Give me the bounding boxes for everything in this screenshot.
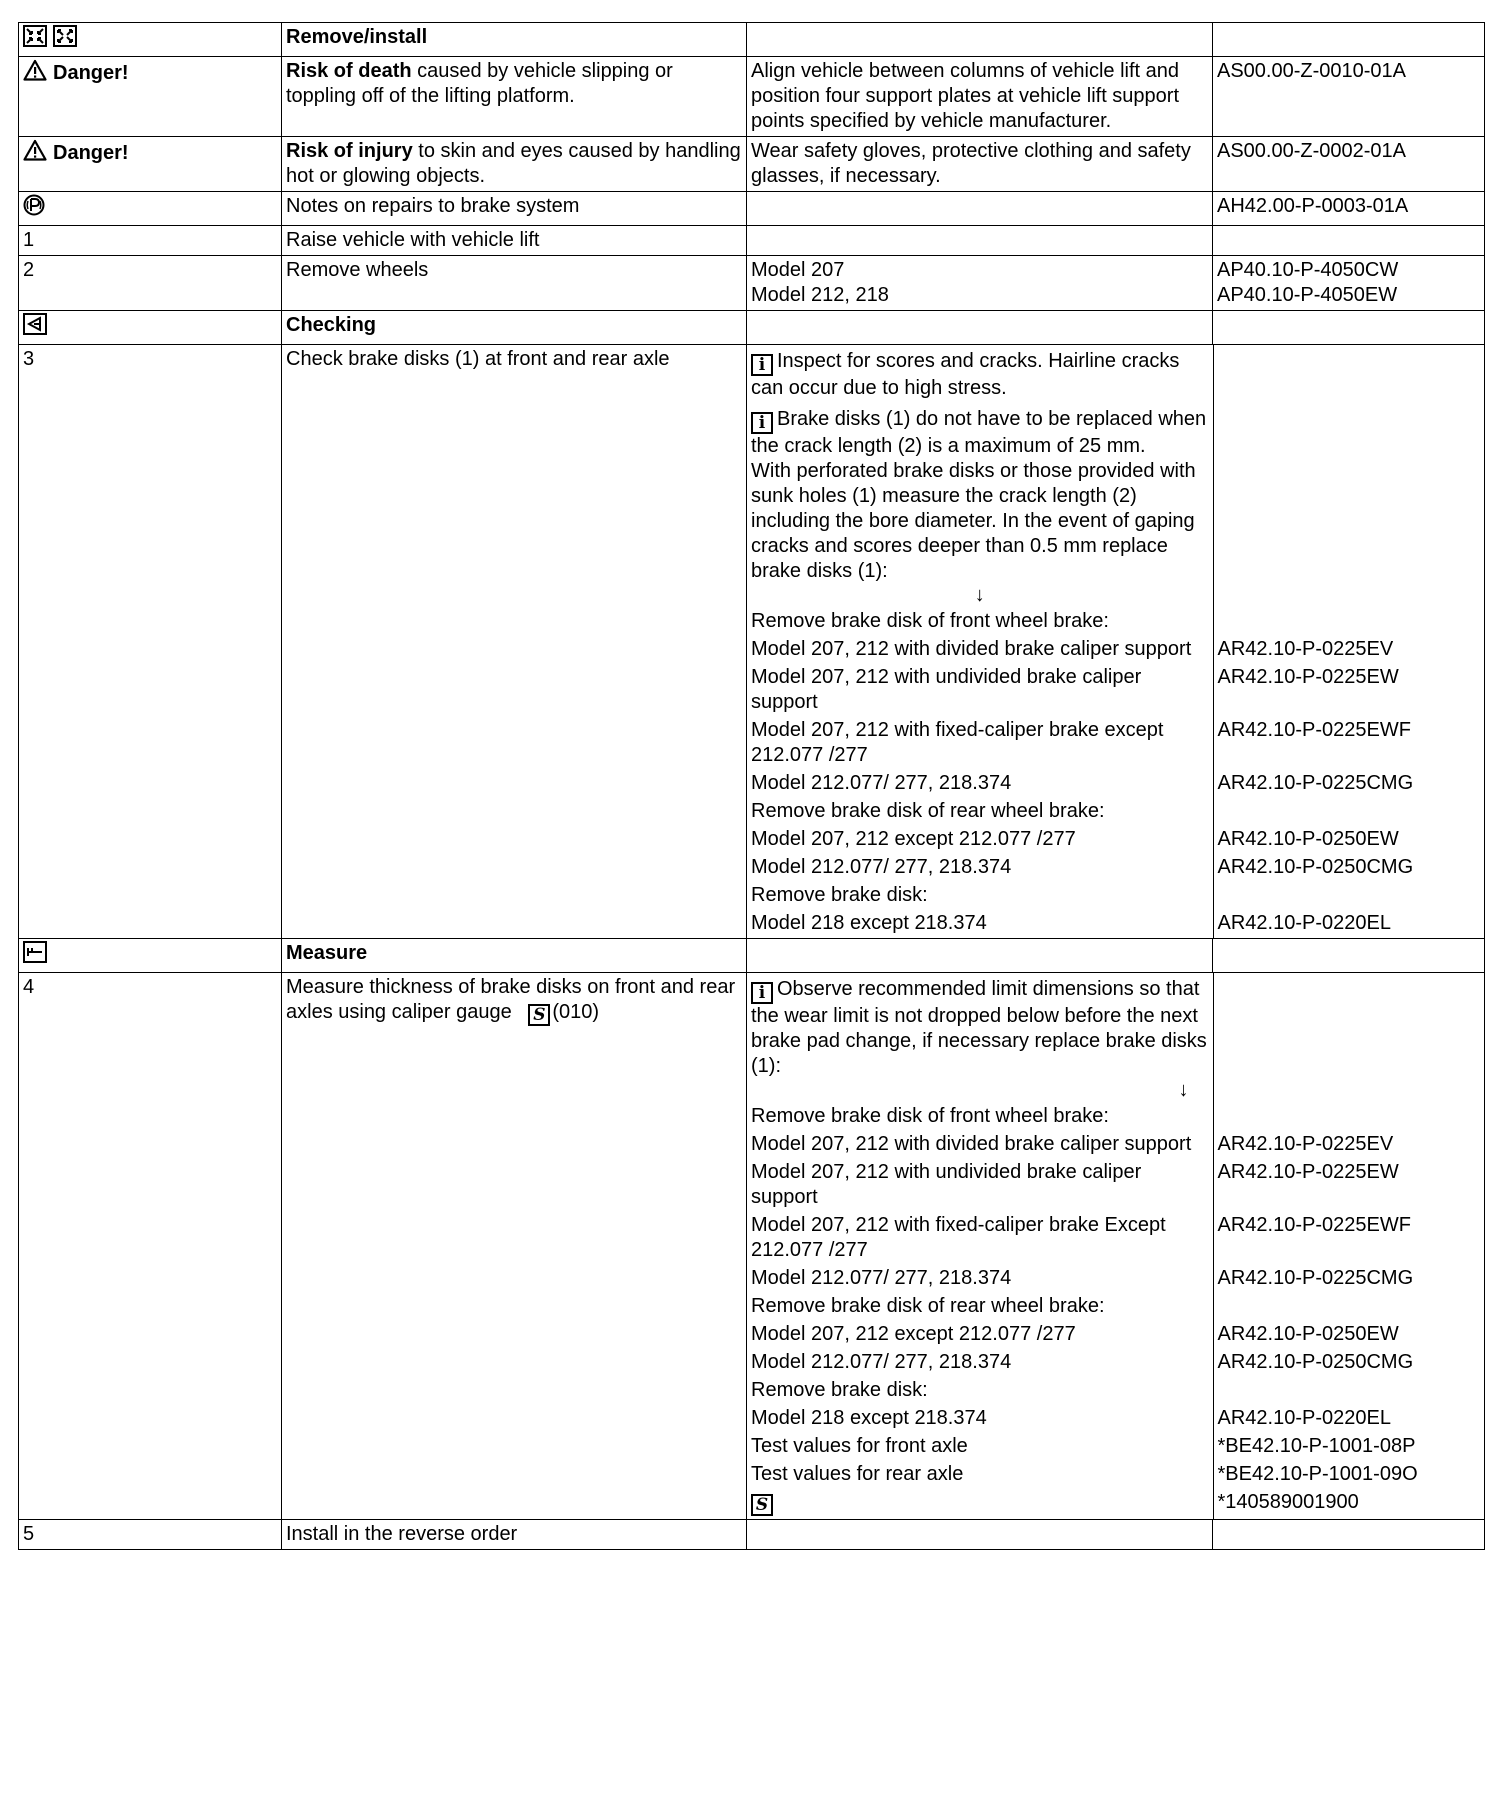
document-ref[interactable]: AP40.10-P-4050CW xyxy=(1217,259,1399,281)
install-icon xyxy=(53,25,77,54)
procedure-table xyxy=(18,22,1485,1550)
notes-text: Notes on repairs to brake system xyxy=(282,192,747,226)
rear-heading: Remove brake disk of rear wheel brake: xyxy=(747,1291,1213,1319)
info-text: With perforated brake disks or those provided with sunk holes (1) measure the crack length (2) including the bore diameter. In the event of gaping cracks and scores deeper than 0.5 mm replace brake disks (1): xyxy=(751,460,1196,582)
document-ref[interactable]: AR42.10-P-0225CMG xyxy=(1217,1267,1414,1289)
document-ref[interactable]: AR42.10-P-0225EV xyxy=(1217,638,1394,660)
document-ref[interactable]: AR42.10-P-0220EL xyxy=(1217,1407,1391,1429)
model-label: Model 207, 212 with undivided brake caliper support xyxy=(747,1157,1213,1210)
danger-label: Danger! xyxy=(53,62,129,84)
document-ref[interactable]: AR42.10-P-0250CMG xyxy=(1217,1351,1414,1373)
remove-icon xyxy=(23,25,47,54)
tool-icon: S xyxy=(528,1004,550,1026)
model-label: Model 207 xyxy=(751,259,845,281)
table-row xyxy=(19,192,1485,226)
info-text: Observe recommended limit dimensions so that the wear limit is not dropped below before the next brake pad change, if necessary replace brake disks (1): xyxy=(751,978,1207,1077)
document-ref[interactable]: *BE42.10-P-1001-09O xyxy=(1217,1463,1418,1485)
step-text: Raise vehicle with vehicle lift xyxy=(282,226,747,256)
action-text: Align vehicle between columns of vehicle lift and position four support plates at vehicle lift support points specified by vehicle manufacturer. xyxy=(747,57,1213,137)
risk-title: Risk of injury xyxy=(286,140,413,162)
document-ref[interactable]: AS00.00-Z-0002-01A xyxy=(1213,137,1485,192)
document-ref[interactable]: *BE42.10-P-1001-08P xyxy=(1217,1435,1416,1457)
document-ref[interactable]: AR42.10-P-0250EW xyxy=(1217,828,1399,850)
document-ref[interactable]: AR42.10-P-0225EV xyxy=(1217,1133,1394,1155)
table-row xyxy=(19,226,1485,256)
document-ref[interactable]: AR42.10-P-0225EWF xyxy=(1217,1214,1411,1236)
info-icon: i xyxy=(751,982,773,1004)
step4-details xyxy=(747,973,1485,1519)
rear-heading: Remove brake disk of rear wheel brake: xyxy=(747,796,1213,824)
step-text: Remove wheels xyxy=(282,256,747,311)
danger-label: Danger! xyxy=(53,142,129,164)
model-label: Model 212.077/ 277, 218.374 xyxy=(747,852,1213,880)
risk-text: to skin and eyes caused by handling hot or glowing objects. xyxy=(286,140,741,187)
info-text: Inspect for scores and cracks. Hairline cracks can occur due to high stress. xyxy=(751,350,1180,399)
info-icon: i xyxy=(751,354,773,376)
tool-icon: S xyxy=(751,1494,773,1516)
model-label: Model 207, 212 with undivided brake caliper support xyxy=(747,662,1213,715)
table-row xyxy=(19,23,1485,57)
table-row xyxy=(19,137,1485,192)
step-number: 3 xyxy=(19,345,282,939)
model-label: Model 207, 212 with divided brake caliper support xyxy=(747,634,1213,662)
document-ref[interactable]: AR42.10-P-0250EW xyxy=(1217,1323,1399,1345)
step-text: Measure thickness of brake disks on front and rear axles using caliper gauge xyxy=(286,976,736,1023)
document-ref[interactable]: AR42.10-P-0225EW xyxy=(1217,666,1399,688)
table-row xyxy=(19,311,1485,345)
risk-text: caused by vehicle slipping or toppling off of the lifting platform. xyxy=(286,60,673,107)
model-label: Model 212, 218 xyxy=(751,284,889,306)
step-number: 2 xyxy=(19,256,282,311)
disk-heading: Remove brake disk: xyxy=(747,1375,1213,1403)
measure-icon xyxy=(23,941,47,970)
info-text: Brake disks (1) do not have to be replaced when the crack length (2) is a maximum of 25 mm. xyxy=(751,408,1207,457)
disk-heading: Remove brake disk: xyxy=(747,880,1213,908)
test-label: Test values for front axle xyxy=(747,1431,1213,1459)
model-label: Model 207, 212 except 212.077 /277 xyxy=(747,824,1213,852)
section-title: Remove/install xyxy=(282,23,747,57)
warning-icon xyxy=(23,59,47,88)
step-number: 5 xyxy=(19,1520,282,1550)
table-row xyxy=(19,57,1485,137)
test-label: Test values for rear axle xyxy=(747,1459,1213,1487)
model-label: Model 207, 212 except 212.077 /277 xyxy=(747,1319,1213,1347)
document-ref[interactable]: AR42.10-P-0225EW xyxy=(1217,1161,1399,1183)
step-text: Install in the reverse order xyxy=(282,1520,747,1550)
document-ref[interactable]: AR42.10-P-0220EL xyxy=(1217,912,1391,934)
model-label: Model 207, 212 with fixed-caliper brake except 212.077 /277 xyxy=(747,715,1213,768)
model-label: Model 212.077/ 277, 218.374 xyxy=(747,1263,1213,1291)
document-ref[interactable]: AS00.00-Z-0010-01A xyxy=(1213,57,1485,137)
brake-notes-icon xyxy=(23,194,45,223)
step3-details xyxy=(747,345,1485,938)
section-title: Checking xyxy=(282,311,747,345)
table-row xyxy=(19,256,1485,311)
document-ref[interactable]: AR42.10-P-0250CMG xyxy=(1217,856,1414,878)
model-label: Model 207, 212 with divided brake caliper support xyxy=(747,1129,1213,1157)
front-heading: Remove brake disk of front wheel brake: xyxy=(747,606,1213,634)
step-number: 1 xyxy=(19,226,282,256)
table-row xyxy=(19,345,1485,939)
risk-title: Risk of death xyxy=(286,60,412,82)
document-ref[interactable]: AH42.00-P-0003-01A xyxy=(1213,192,1485,226)
model-label: Model 212.077/ 277, 218.374 xyxy=(747,1347,1213,1375)
model-label: Model 218 except 218.374 xyxy=(747,1403,1213,1431)
action-text: Wear safety gloves, protective clothing and safety glasses, if necessary. xyxy=(747,137,1213,192)
table-row xyxy=(19,1520,1485,1550)
model-label: Model 212.077/ 277, 218.374 xyxy=(747,768,1213,796)
section-title: Measure xyxy=(282,939,747,973)
tool-code: (010) xyxy=(552,1001,600,1023)
table-row xyxy=(19,939,1485,973)
down-arrow-icon: ↓ xyxy=(974,584,985,606)
step-text: Check brake disks (1) at front and rear axle xyxy=(282,345,747,939)
checking-icon xyxy=(23,313,47,342)
warning-icon xyxy=(23,139,47,168)
down-arrow-icon: ↓ xyxy=(1178,1079,1189,1101)
document-ref[interactable]: AP40.10-P-4050EW xyxy=(1217,284,1398,306)
table-row xyxy=(19,973,1485,1520)
info-icon: i xyxy=(751,412,773,434)
front-heading: Remove brake disk of front wheel brake: xyxy=(747,1101,1213,1129)
model-label: Model 218 except 218.374 xyxy=(747,908,1213,938)
document-ref[interactable]: *140589001900 xyxy=(1217,1491,1359,1513)
document-ref[interactable]: AR42.10-P-0225EWF xyxy=(1217,719,1411,741)
step-number: 4 xyxy=(19,973,282,1520)
model-label: Model 207, 212 with fixed-caliper brake Except 212.077 /277 xyxy=(747,1210,1213,1263)
document-ref[interactable]: AR42.10-P-0225CMG xyxy=(1217,772,1414,794)
